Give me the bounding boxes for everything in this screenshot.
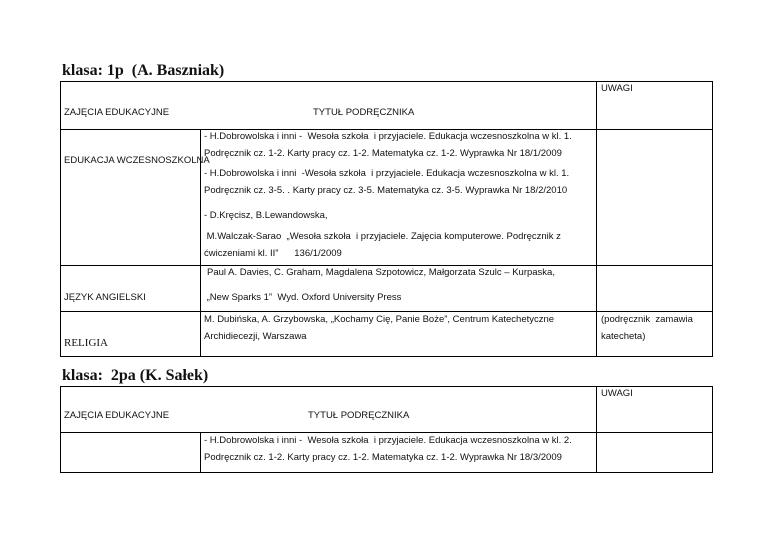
- column-header-title: TYTUŁ PODRĘCZNIKA: [308, 410, 410, 421]
- uwagi-header: UWAGI: [601, 83, 633, 94]
- book-text: - H.Dobrowolska i inni -Wesoła szkoła i przyjaciele. Edukacja wczesnoszkolna w kl. 1.: [204, 168, 570, 179]
- uwagi-note: katecheta): [601, 331, 646, 342]
- uwagi-header: UWAGI: [601, 388, 633, 399]
- book-text: M.Walczak-Sarao „Wesoła szkoła i przyjaciele. Zajęcia komputerowe. Podręcznik z: [204, 231, 561, 242]
- book-text: Podręcznik cz. 1-2. Karty pracy cz. 1-2. Matematyka cz. 1-2. Wyprawka Nr 18/3/2009: [204, 452, 562, 463]
- table-border: [712, 386, 713, 473]
- column-header-title: TYTUŁ PODRĘCZNIKA: [313, 107, 415, 118]
- column-header-subject: ZAJĘCIA EDUKACYJNE: [64, 107, 170, 118]
- table-border: [200, 432, 201, 473]
- book-text: - H.Dobrowolska i inni - Wesoła szkoła i przyjaciele. Edukacja wczesnoszkolna w kl. 1.: [204, 131, 572, 142]
- subject-cell: RELIGIA: [64, 337, 108, 349]
- book-text: Podręcznik cz. 1-2. Karty pracy cz. 1-2. Matematyka cz. 1-2. Wyprawka Nr 18/1/2009: [204, 148, 562, 159]
- table-border: [60, 472, 713, 473]
- column-header-subject: ZAJĘCIA EDUKACYJNE: [64, 410, 170, 421]
- table-border: [596, 386, 597, 473]
- book-text: - D.Kręcisz, B.Lewandowska,: [204, 210, 328, 221]
- table-border: [60, 386, 61, 473]
- book-text: - H.Dobrowolska i inni - Wesoła szkoła i przyjaciele. Edukacja wczesnoszkolna w kl. 2.: [204, 435, 572, 446]
- class-heading-1p: klasa: 1p (A. Baszniak): [62, 62, 225, 79]
- book-text: Archidiecezji, Warszawa: [204, 331, 307, 342]
- uwagi-note: (podręcznik zamawia: [601, 314, 693, 325]
- subject-cell: EDUKACJA WCZESNOSZKOLNA: [64, 155, 210, 166]
- class-heading-2pa: klasa: 2pa (K. Sałek): [62, 367, 209, 384]
- book-text: M. Dubińska, A. Grzybowska, „Kochamy Cię, Panie Boże”, Centrum Katechetyczne: [204, 314, 555, 325]
- book-text: Podręcznik cz. 3-5. . Karty pracy cz. 3-5. Matematyka cz. 3-5. Wyprawka Nr 18/2/2010: [204, 185, 568, 196]
- book-text: „New Sparks 1” Wyd. Oxford University Press: [204, 292, 402, 303]
- subject-cell: JĘZYK ANGIELSKI: [64, 292, 146, 303]
- book-text: Paul A. Davies, C. Graham, Magdalena Szpotowicz, Małgorzata Szulc – Kurpaska,: [207, 267, 555, 278]
- book-text: ćwiczeniami kl. II” 136/1/2009: [204, 248, 342, 259]
